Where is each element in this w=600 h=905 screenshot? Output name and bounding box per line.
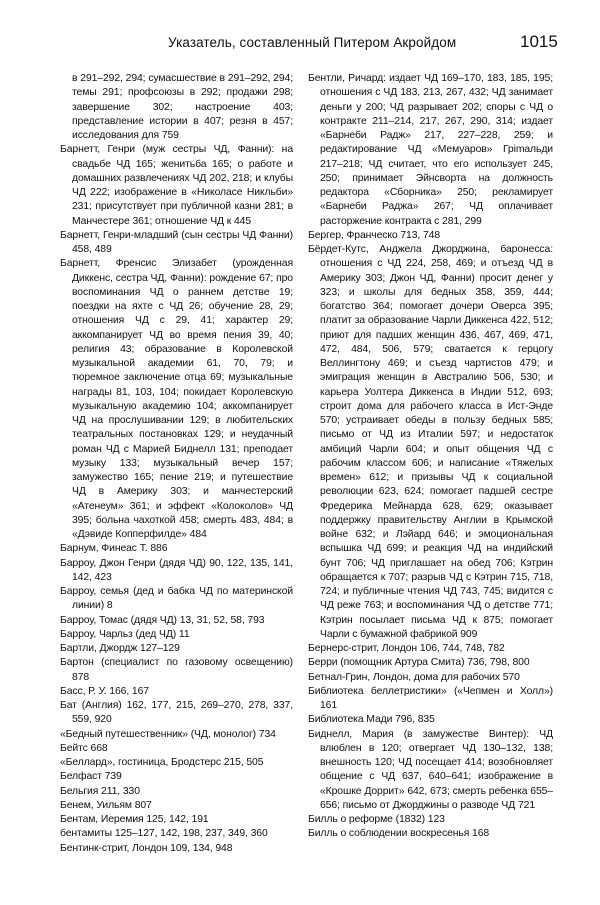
- index-column-right: [308, 72, 553, 842]
- index-entry: Биднелл, Мария (в замужестве Винтер): ЧД влюблен в 120; отвергает ЧД 130–132, 138; внешность 120; ЧД посещает 414; возобновляет общение с ЧД 637, 640–641; изображение в «Крошке Доррит» 642, 673; смерть ребенка 655–656; письмо от Джорджины о разводе ЧД 721: [308, 728, 553, 811]
- index-entry: Барнетт, Генри (муж сестры ЧД, Фанни): на свадьбе ЧД 165; женитьба 165; о работе и домашних развлечениях ЧД 202, 218; и клубы ЧД 222; изображение в «Николасе Никльби» 231; присутствует при публичной казни 281; в Манчестере 361; отношение ЧД к 445: [60, 144, 293, 227]
- index-entry: Билль о соблюдении воскресенья 168: [308, 828, 490, 840]
- index-entry: «Беллард», гостиница, Бродстерс 215, 505: [60, 757, 264, 768]
- index-entry: бентамиты 125–127, 142, 198, 237, 349, 360: [60, 828, 268, 840]
- index-entry: Бейтс 668: [60, 742, 108, 754]
- index-entry: Барроу, семья (дед и бабка ЧД по материнской линии) 8: [60, 586, 293, 612]
- index-entry: Бернерс-стрит, Лондон 106, 744, 748, 782: [308, 643, 505, 654]
- index-entry: Бентам, Иеремия 125, 142, 191: [60, 814, 209, 825]
- index-entry: Белфаст 739: [60, 771, 122, 783]
- index-entry: Берри (помощник Артура Смита) 736, 798, 800: [308, 657, 530, 669]
- index-entry: Бетнал-Грин, Лондон, дома для рабочих 570: [308, 671, 520, 683]
- index-column-left: [60, 72, 293, 856]
- index-entry: Барнум, Финеас Т. 886: [60, 543, 168, 555]
- index-entry: Библиотека беллетристики» («Чепмен и Холл») 161: [308, 685, 553, 711]
- index-entry: Бёрдет-Кутс, Анджела Джорджина, баронесса: отношения с ЧД 224, 258, 469; и отъезд ЧД в Америку 303; Джон ЧД, Фанни) просит денег у 323; и школы для бедных 358, 359, 444; богатство 364; помогает дочери Оверса 395; платит за образование Чарли Диккенса 422, 512; приют для падших женщин 436, 467, 469, 471, 472, 484, 506, 579; сватается к герцогу Веллингтону 469; и съезд чартистов 479; и эмиграция женщин в Австралию 506, 530; и карьера Уолтера Диккенса в Индии 512, 693; строит дома для рабочего класса в Ист-Энде 570; устраивает обеды в пользу бедных 585; письмо от ЧД из Италии 597; и недостаток амбиций Чарли 604; и опыт общения ЧД с рабочим классом 606; и написание «Тяжелых времен» 612; и призывы ЧД к социальной революции 623, 624; помогает падшей сестре Фредерика Мейнарда 628, 629; оказывает поддержку правительству Англии в Крымской войне 632; и Лэйард 646; и эмоциональная вспышка ЧД 699; и реакция ЧД на индийский бунт 706; ЧД приглашает на обед 706; Кэтрин обращается к 707; разрыв ЧД с Кэтрин 715, 718, 724; и публичные чтения ЧД 743, 745; видится с ЧД реже 763; и воспоминания ЧД о детстве 771; Кэтрин посылает письма ЧД к 875; помогает Чарли с бумажной фабрикой 909: [308, 244, 553, 640]
- index-entry: Барнетт, Генри-младший (сын сестры ЧД Фанни) 458, 489: [60, 229, 293, 255]
- index-entry: Барроу, Джон Генри (дядя ЧД) 90, 122, 135, 141, 142, 423: [60, 557, 293, 583]
- index-entry: Барроу, Чарльз (дед ЧД) 11: [60, 628, 190, 640]
- index-entry: Билль о реформе (1832) 123: [308, 814, 445, 825]
- running-title: Указатель, составленный Питером Акройдом: [168, 35, 457, 50]
- index-entry: Бенем, Уильям 807: [60, 799, 152, 811]
- index-entry: Басс, Р. У. 166, 167: [60, 685, 149, 697]
- index-entry: Библиотека Мади 796, 835: [308, 714, 435, 726]
- index-entry: Бат (Англия) 162, 177, 215, 269–270, 278, 337, 559, 920: [60, 700, 293, 726]
- index-entry: Барроу, Томас (дядя ЧД) 13, 31, 52, 58, 793: [60, 614, 265, 626]
- index-entry: Бартли, Джордж 127–129: [60, 643, 180, 654]
- index-entry: Бентинк-стрит, Лондон 109, 134, 948: [60, 842, 233, 854]
- index-entry: Бельгия 211, 330: [60, 785, 140, 797]
- page-header: [0, 32, 600, 62]
- page-number: 1015: [520, 32, 558, 51]
- index-entry: Бартон (специалист по газовому освещению) 878: [60, 657, 293, 683]
- index-entry: в 291–292, 294; сумасшествие в 291–292, 294; темы 291; профсоюзы в 292; продажи 298; завершение 302; настроение 403; представление истории в 407; резня в 457; исследования для 759: [72, 73, 293, 141]
- index-entry: Бергер, Франческо 713, 748: [308, 229, 441, 241]
- index-entry: Бентли, Ричард: издает ЧД 169–170, 183, 185, 195; отношения с ЧД 183, 213, 267, 432; ЧД занимает деньги у 200; ЧД разрывает 202; споры с ЧД о контракте 211–214, 217, 267, 290, 314; издает «Барнеби Радж» 217, 227–228, 259; и редактирование ЧД «Мемуаров» Грimaльди 217–218; ЧД считает, что его использует 245, 250; принимает Эйнсворта на должность редактора «Сборника» 250; рекламирует «Барнеби Раджа» 267; ЧД оплачивает расторжение контракта с 281, 299: [308, 73, 553, 227]
- index-entry: «Бедный путешественник» (ЧД, монолог) 734: [60, 728, 276, 740]
- index-entry: Барнетт, Френсис Элизабет (урожденная Диккенс, сестра ЧД, Фанни): рождение 67; про воспоминания ЧД о раннем детстве 19; поездки на яхте с ЧД 26; обучение 28, 29; отношения ЧД с 29, 41; характер 29; аккомпанирует ЧД во время пения 39, 40; религия 43; образование в Королевской музыкальной академии 61, 70, 79; и тюремное заключение отца 69; музыкальные награды 81, 103, 104; покидает Королевскую музыкальную академию 104; аккомпанирует ЧД на прослушивании 129; в любительских театральных постановках 129; и неудачный роман ЧД с Марией Биднелл 131; преподает музыку 133; музыкальный вечер 157; замужество 165; пение 219; и путешествие ЧД в Америку 303; и манчестерский «Атенеум» 361; и эффект «Колоколов» ЧД 395; больна чахоткой 458; смерть 483, 484; в «Дэвиде Копперфилде» 484: [60, 258, 293, 540]
